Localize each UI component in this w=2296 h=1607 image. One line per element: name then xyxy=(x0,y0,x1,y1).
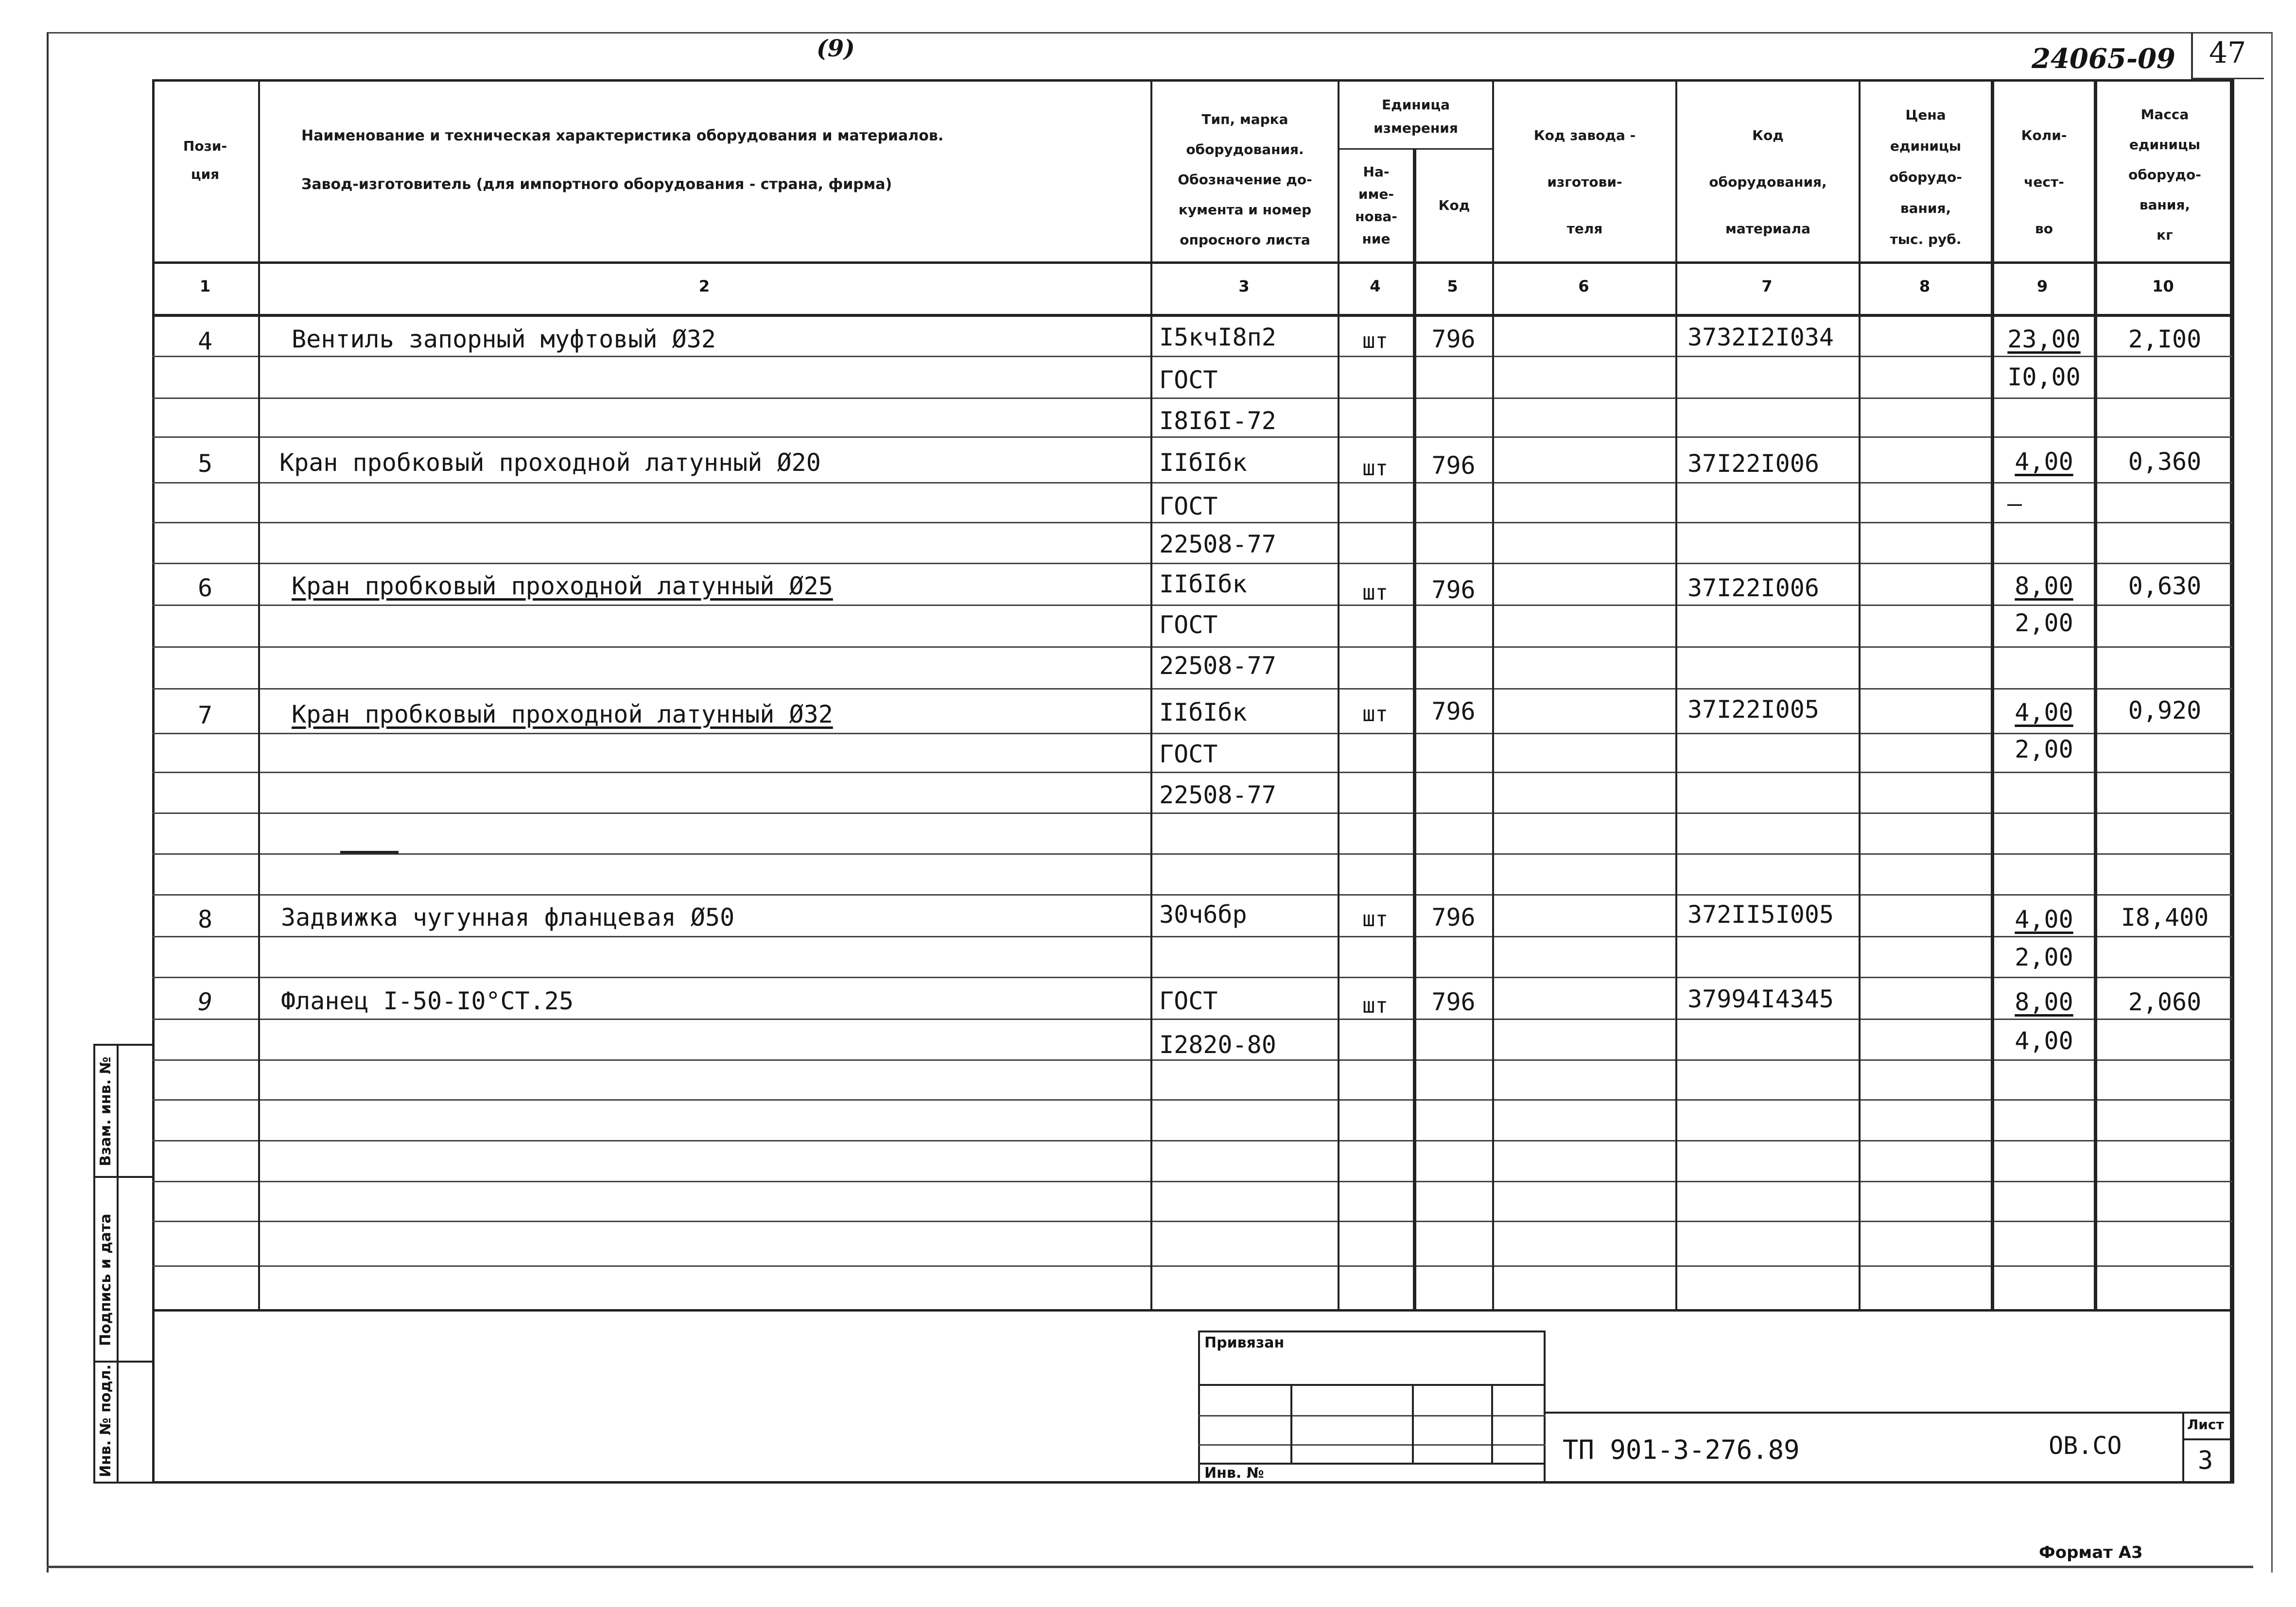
binding-line-2 xyxy=(1198,1415,1546,1417)
table-row-line xyxy=(152,397,2232,399)
item-unit-code: 796 xyxy=(1431,903,1476,932)
item-type-line: 22508-77 xyxy=(1159,530,1276,558)
column-number-7: 7 xyxy=(1761,277,1773,295)
header-unit-mass: Масса единицы оборудо- вания, кг xyxy=(2128,106,2201,243)
stamp-sheet-line xyxy=(2182,1438,2232,1440)
item-quantity: 23,00 xyxy=(2007,325,2081,353)
col-divider-7 xyxy=(1859,79,1861,1309)
header-quantity: Коли- чест- во xyxy=(2021,127,2067,237)
item-mass: 0,360 xyxy=(2128,448,2202,476)
item-name: Кран пробковый проходной латунный Ø32 xyxy=(292,700,833,728)
column-number-3: 3 xyxy=(1238,277,1250,295)
header-unit-name: На- име- нова- ние xyxy=(1355,163,1397,247)
binding-box xyxy=(1198,1331,1546,1484)
format-label: Формат А3 xyxy=(2039,1543,2143,1562)
item-unit-code: 796 xyxy=(1431,988,1476,1016)
item-mass: 0,920 xyxy=(2128,696,2202,725)
sheet-reference-code: 24065-09 xyxy=(2032,43,2175,75)
item-quantity: 4,00 xyxy=(2015,698,2073,726)
item-mass: 0,630 xyxy=(2128,572,2202,600)
item-mass: I8,400 xyxy=(2121,903,2209,932)
binding-line-1 xyxy=(1198,1384,1546,1386)
item-type-line: ГОСТ xyxy=(1159,492,1218,520)
column-number-6: 6 xyxy=(1578,277,1589,295)
item-position: 9 xyxy=(197,988,213,1016)
top-mark: (9) xyxy=(817,35,855,62)
table-row-line xyxy=(152,1019,2232,1020)
col-divider-8 xyxy=(1991,79,1994,1309)
item-equipment-code: 37I22I006 xyxy=(1687,449,1819,478)
header-unit-price: Цена единицы оборудо- вания, тыс. руб. xyxy=(1889,107,1962,247)
header-equipment-code: Код оборудования, материала xyxy=(1709,127,1827,237)
stamp-top-line xyxy=(1546,1412,2232,1414)
table-row-line xyxy=(152,936,2232,937)
item-equipment-code: 37I22I005 xyxy=(1687,695,1819,724)
item-position: 6 xyxy=(197,574,213,602)
column-number-1: 1 xyxy=(199,277,211,295)
item-type-line: I8I6I-72 xyxy=(1159,407,1276,435)
item-type-line: IIбIбк xyxy=(1159,570,1247,598)
header-factory-code: Код завода - изготови- теля xyxy=(1533,127,1636,237)
header-unit-group: Единица измерения xyxy=(1374,97,1458,136)
col-divider-4 xyxy=(1413,148,1416,1309)
item-unit: шт xyxy=(1362,328,1388,353)
section-code: ОВ.СО xyxy=(2049,1432,2122,1460)
item-equipment-code: 37I22I006 xyxy=(1687,574,1819,602)
side-label-signature: Подпись и дата xyxy=(97,1213,114,1346)
item-equipment-code: 37994I4345 xyxy=(1687,985,1834,1013)
side-strip-line-2 xyxy=(93,1361,152,1363)
item-unit-code: 796 xyxy=(1431,697,1476,726)
item-quantity: 8,00 xyxy=(2015,988,2073,1016)
item-quantity-secondary: 2,00 xyxy=(2015,609,2073,637)
stamp-sheet-divider xyxy=(2182,1412,2184,1484)
item-quantity: 4,00 xyxy=(2015,905,2073,933)
item-unit-code: 796 xyxy=(1431,325,1476,353)
item-type-line: 30ч6бр xyxy=(1159,900,1247,929)
binding-line-3 xyxy=(1198,1444,1546,1446)
item-quantity: 4,00 xyxy=(2015,448,2073,476)
document-code: ТП 901-3-276.89 xyxy=(1563,1434,1800,1465)
inventory-number-label: Инв. № xyxy=(1204,1465,1264,1482)
item-position: 4 xyxy=(197,327,213,355)
item-position: 5 xyxy=(197,449,213,478)
table-row-line xyxy=(152,482,2232,484)
table-row-line xyxy=(152,522,2232,523)
binding-col-1 xyxy=(1290,1384,1292,1463)
item-mass: 2,I00 xyxy=(2128,325,2202,353)
table-row-line xyxy=(152,1140,2232,1141)
item-type-line: IIбIбк xyxy=(1159,698,1247,726)
col-divider-5 xyxy=(1492,79,1494,1309)
side-strip-divider xyxy=(117,1044,119,1484)
item-unit: шт xyxy=(1362,907,1388,932)
item-equipment-code: 372II5I005 xyxy=(1687,900,1834,929)
table-row-line xyxy=(152,563,2232,564)
column-number-4: 4 xyxy=(1370,277,1381,295)
col-divider-3 xyxy=(1338,79,1339,1309)
item-equipment-code: 3732I2I034 xyxy=(1687,323,1834,351)
item-name: Кран пробковый проходной латунный Ø25 xyxy=(292,572,833,600)
item-position: 8 xyxy=(197,905,213,933)
header-type: Тип, марка оборудования. Обозначение до- кумента и номер опросного листа xyxy=(1178,111,1312,248)
item-position: 7 xyxy=(197,701,213,729)
item-quantity-secondary: I0,00 xyxy=(2007,363,2081,391)
table-row-line xyxy=(152,894,2232,896)
item-unit: шт xyxy=(1362,580,1388,605)
column-number-9: 9 xyxy=(2036,277,2048,295)
item-unit-code: 796 xyxy=(1431,576,1476,604)
sheet-label: Лист xyxy=(2187,1417,2224,1433)
stray-dash xyxy=(340,851,399,854)
side-label-replacement: Взам. инв. № xyxy=(97,1056,114,1166)
binding-label: Привязан xyxy=(1204,1334,1285,1351)
table-row-line xyxy=(152,1059,2232,1061)
table-row-line xyxy=(152,436,2232,438)
item-type-line: I5кчI8п2 xyxy=(1159,323,1276,351)
item-type-line: ГОСТ xyxy=(1159,987,1218,1015)
table-row-line xyxy=(152,605,2232,606)
col-divider-2 xyxy=(1150,79,1152,1309)
page-corner-number: 47 xyxy=(2209,36,2246,70)
item-type-line: IIбIбк xyxy=(1159,449,1247,477)
table-row-line xyxy=(152,688,2232,690)
column-number-5: 5 xyxy=(1447,277,1458,295)
item-quantity-secondary: 2,00 xyxy=(2015,943,2073,971)
table-row-line xyxy=(152,1221,2232,1222)
table-row-line xyxy=(152,356,2232,357)
table-row-line xyxy=(152,853,2232,855)
table-body-bottom-line xyxy=(152,1309,2232,1312)
item-quantity-secondary: 2,00 xyxy=(2015,735,2073,763)
item-unit: шт xyxy=(1362,702,1388,726)
column-number-8: 8 xyxy=(1919,277,1931,295)
table-row-line xyxy=(152,1181,2232,1182)
sheet-number: 3 xyxy=(2198,1446,2213,1475)
col-divider-1 xyxy=(258,79,260,1309)
outer-frame-bottom xyxy=(47,1566,2253,1568)
item-name: Задвижка чугунная фланцевая Ø50 xyxy=(281,903,735,932)
table-row-line xyxy=(152,812,2232,814)
item-mass: 2,060 xyxy=(2128,988,2202,1016)
item-unit: шт xyxy=(1362,993,1388,1018)
numbers-bottom-line xyxy=(152,314,2232,317)
col-divider-right xyxy=(2232,79,2234,1484)
item-type-line: 22508-77 xyxy=(1159,652,1276,680)
header-position: Пози- ция xyxy=(183,138,227,182)
item-quantity-secondary: – xyxy=(2007,489,2022,518)
binding-col-2 xyxy=(1412,1384,1414,1463)
table-row-line xyxy=(152,772,2232,773)
item-name: Вентиль запорный муфтовый Ø32 xyxy=(292,325,716,353)
item-unit: шт xyxy=(1362,456,1388,481)
col-divider-6 xyxy=(1675,79,1677,1309)
item-quantity-secondary: 4,00 xyxy=(2015,1027,2073,1055)
table-row-line xyxy=(152,646,2232,648)
item-type-line: ГОСТ xyxy=(1159,366,1218,394)
item-type-line: ГОСТ xyxy=(1159,740,1218,768)
item-type-line: I2820-80 xyxy=(1159,1031,1276,1059)
column-number-10: 10 xyxy=(2152,277,2174,295)
side-label-inventory: Инв. № подл. xyxy=(97,1364,114,1477)
corner-divider xyxy=(2191,32,2193,79)
header-unit-code: Код xyxy=(1438,197,1470,213)
item-name: Фланец I-50-I0°СТ.25 xyxy=(281,987,574,1015)
header-bottom-line xyxy=(152,261,2232,264)
header-name: Наименование и техническая характеристика оборудования и материалов. Завод-изготовитель (для импортного оборудования - страна, фирма) xyxy=(301,127,944,193)
item-name: Кран пробковый проходной латунный Ø20 xyxy=(279,449,821,477)
column-number-2: 2 xyxy=(698,277,710,295)
table-row-line xyxy=(152,1099,2232,1101)
item-unit-code: 796 xyxy=(1431,451,1476,480)
side-strip-line-1 xyxy=(93,1176,152,1178)
item-quantity: 8,00 xyxy=(2015,572,2073,600)
table-row-line xyxy=(152,977,2232,978)
table-row-line xyxy=(152,733,2232,734)
item-type-line: ГОСТ xyxy=(1159,611,1218,639)
item-type-line: 22508-77 xyxy=(1159,781,1276,809)
col-divider-9 xyxy=(2094,79,2097,1309)
table-row-line xyxy=(152,1265,2232,1267)
binding-col-3 xyxy=(1491,1384,1493,1463)
